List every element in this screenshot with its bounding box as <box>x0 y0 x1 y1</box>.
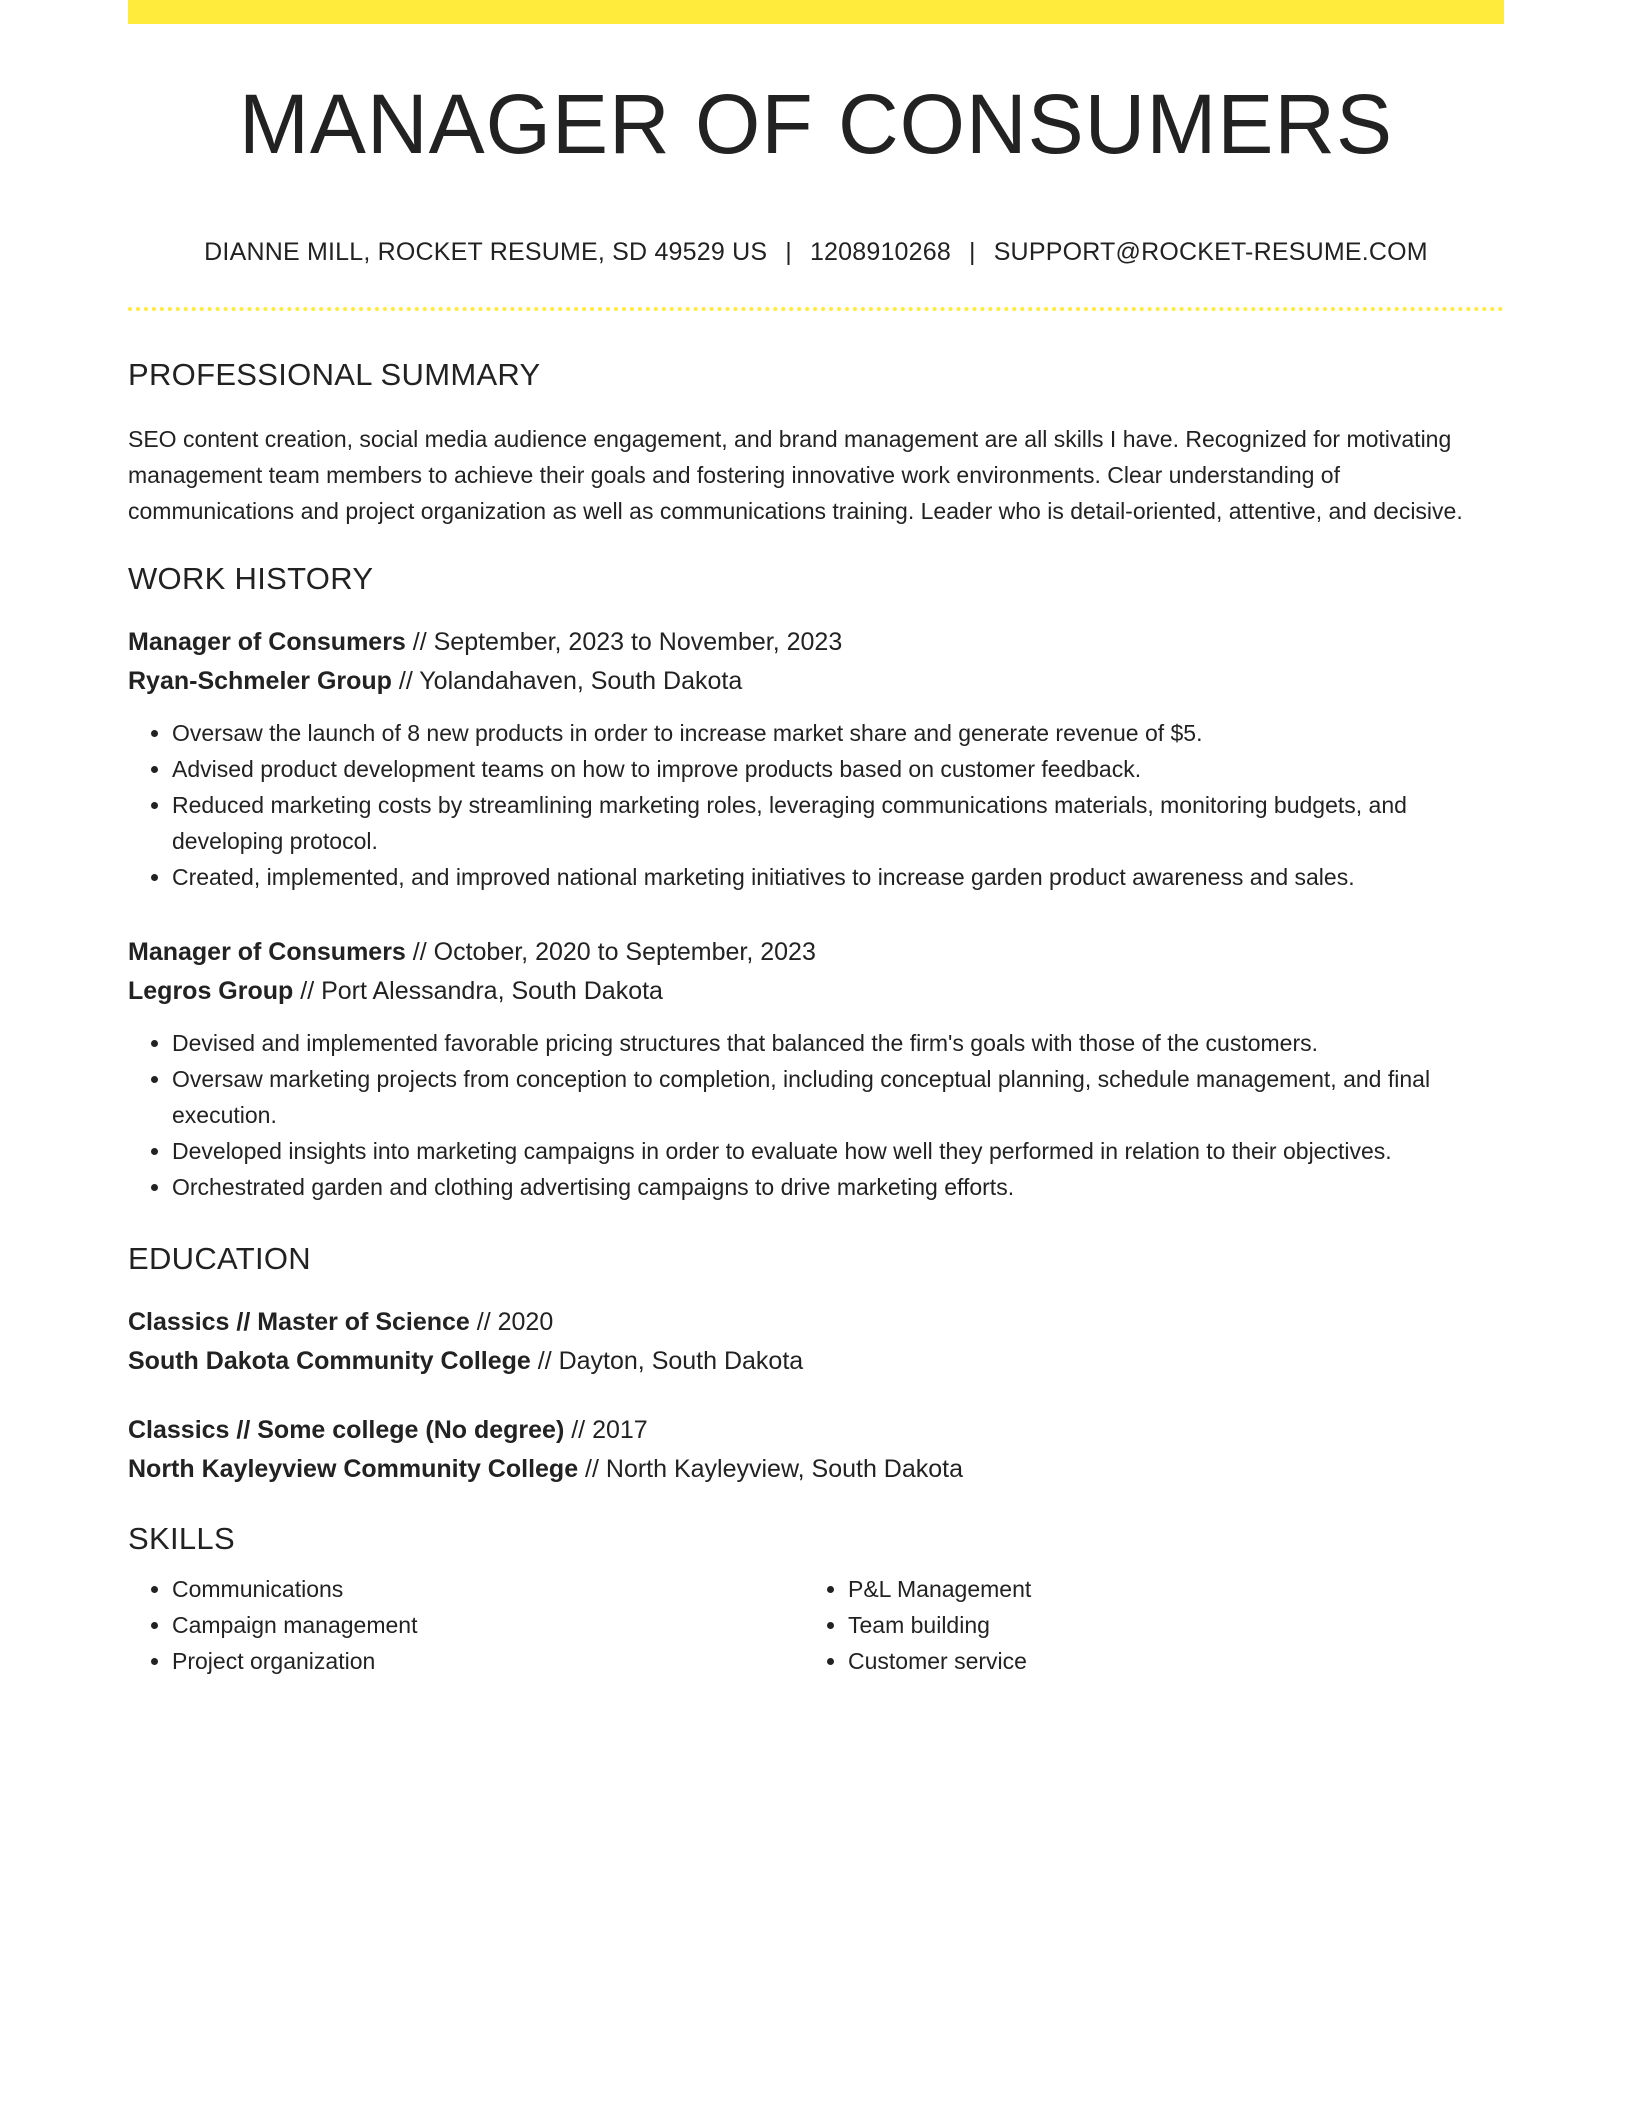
job-bullets <box>128 1025 1504 1205</box>
resume-title: MANAGER OF CONSUMERS <box>238 77 1394 171</box>
job-bullets <box>128 715 1504 895</box>
job-location: // Port Alessandra, South Dakota <box>293 977 663 1005</box>
resume-page <box>128 0 1504 1679</box>
job-dates: // October, 2020 to September, 2023 <box>405 938 816 966</box>
contact-address: DIANNE MILL, ROCKET RESUME, SD 49529 US <box>204 238 768 266</box>
skills-list <box>128 1571 1504 1679</box>
work-history-heading: WORK HISTORY <box>128 561 374 596</box>
job-title: Manager of Consumers <box>128 628 406 656</box>
job-company-line <box>128 662 1504 701</box>
education-location: // Dayton, South Dakota <box>530 1347 804 1375</box>
job-title: Manager of Consumers <box>128 938 406 966</box>
skills-column-left <box>128 1571 804 1679</box>
job-dates: // September, 2023 to November, 2023 <box>405 628 843 656</box>
education-location: // North Kayleyview, South Dakota <box>578 1455 964 1483</box>
job-bullet: • Advised product development teams on how to improve products based on customer feedback. <box>172 751 1504 787</box>
job-bullet: • Devised and implemented favorable pricing structures that balanced the firm's goals with those of the customers. <box>172 1025 1504 1061</box>
education-entry <box>128 1411 1504 1489</box>
summary-text: SEO content creation, social media audience engagement, and brand management are all skills I have. Recognized for motivating management team members to achieve their goals and fostering innovative work environments. Clear understanding of communications and project organization as well as communications training. Leader who is detail-oriented, attentive, and decisive. <box>128 426 1463 524</box>
education-school-line <box>128 1450 1504 1489</box>
skills-column-right <box>804 1571 1480 1679</box>
top-accent-bar <box>128 0 1504 24</box>
job-bullet: • Reduced marketing costs by streamlining marketing roles, leveraging communications materials, monitoring budgets, and developing protocol. <box>172 787 1504 859</box>
header-divider <box>128 307 1504 311</box>
education-heading: EDUCATION <box>128 1241 311 1276</box>
contact-line <box>128 238 1504 267</box>
job-company-line <box>128 972 1504 1011</box>
job-bullet: • Oversaw the launch of 8 new products in order to increase market share and generate revenue of $5. <box>172 715 1504 751</box>
education-entry <box>128 1303 1504 1381</box>
skill-item: • Team building <box>848 1607 1480 1643</box>
job-location: // Yolandahaven, South Dakota <box>391 667 743 695</box>
job-company: Legros Group <box>128 977 294 1005</box>
contact-separator: | <box>785 238 792 266</box>
education-year: // 2020 <box>469 1308 554 1336</box>
job-bullet: • Created, implemented, and improved national marketing initiatives to increase garden product awareness and sales. <box>172 859 1504 895</box>
job-company: Ryan-Schmeler Group <box>128 667 392 695</box>
job-entry <box>128 623 1504 895</box>
skill-item: • P&L Management <box>848 1571 1480 1607</box>
summary-heading: PROFESSIONAL SUMMARY <box>128 357 541 392</box>
skills-heading: SKILLS <box>128 1521 235 1556</box>
job-entry <box>128 933 1504 1205</box>
education-year: // 2017 <box>564 1416 648 1444</box>
education-degree: Classics // Some college (No degree) <box>128 1416 565 1444</box>
contact-email: SUPPORT@ROCKET-RESUME.COM <box>993 238 1428 266</box>
job-bullet: • Developed insights into marketing campaigns in order to evaluate how well they performed in relation to their objectives. <box>172 1133 1504 1169</box>
contact-phone: 1208910268 <box>809 238 951 266</box>
job-bullet: • Orchestrated garden and clothing advertising campaigns to drive marketing efforts. <box>172 1169 1504 1205</box>
education-school: North Kayleyview Community College <box>128 1455 579 1483</box>
education-degree: Classics // Master of Science <box>128 1308 470 1336</box>
skill-item: • Communications <box>172 1571 804 1607</box>
education-degree-line <box>128 1303 1504 1342</box>
job-title-line <box>128 623 1504 662</box>
skill-item: • Campaign management <box>172 1607 804 1643</box>
job-bullet: • Oversaw marketing projects from conception to completion, including conceptual planning, schedule management, and final execution. <box>172 1061 1504 1133</box>
skill-item: • Customer service <box>848 1643 1480 1679</box>
contact-separator: | <box>968 238 976 266</box>
skill-item: • Project organization <box>172 1643 804 1679</box>
education-school: South Dakota Community College <box>128 1347 531 1375</box>
education-school-line <box>128 1342 1504 1381</box>
education-degree-line <box>128 1411 1504 1450</box>
job-title-line <box>128 933 1504 972</box>
